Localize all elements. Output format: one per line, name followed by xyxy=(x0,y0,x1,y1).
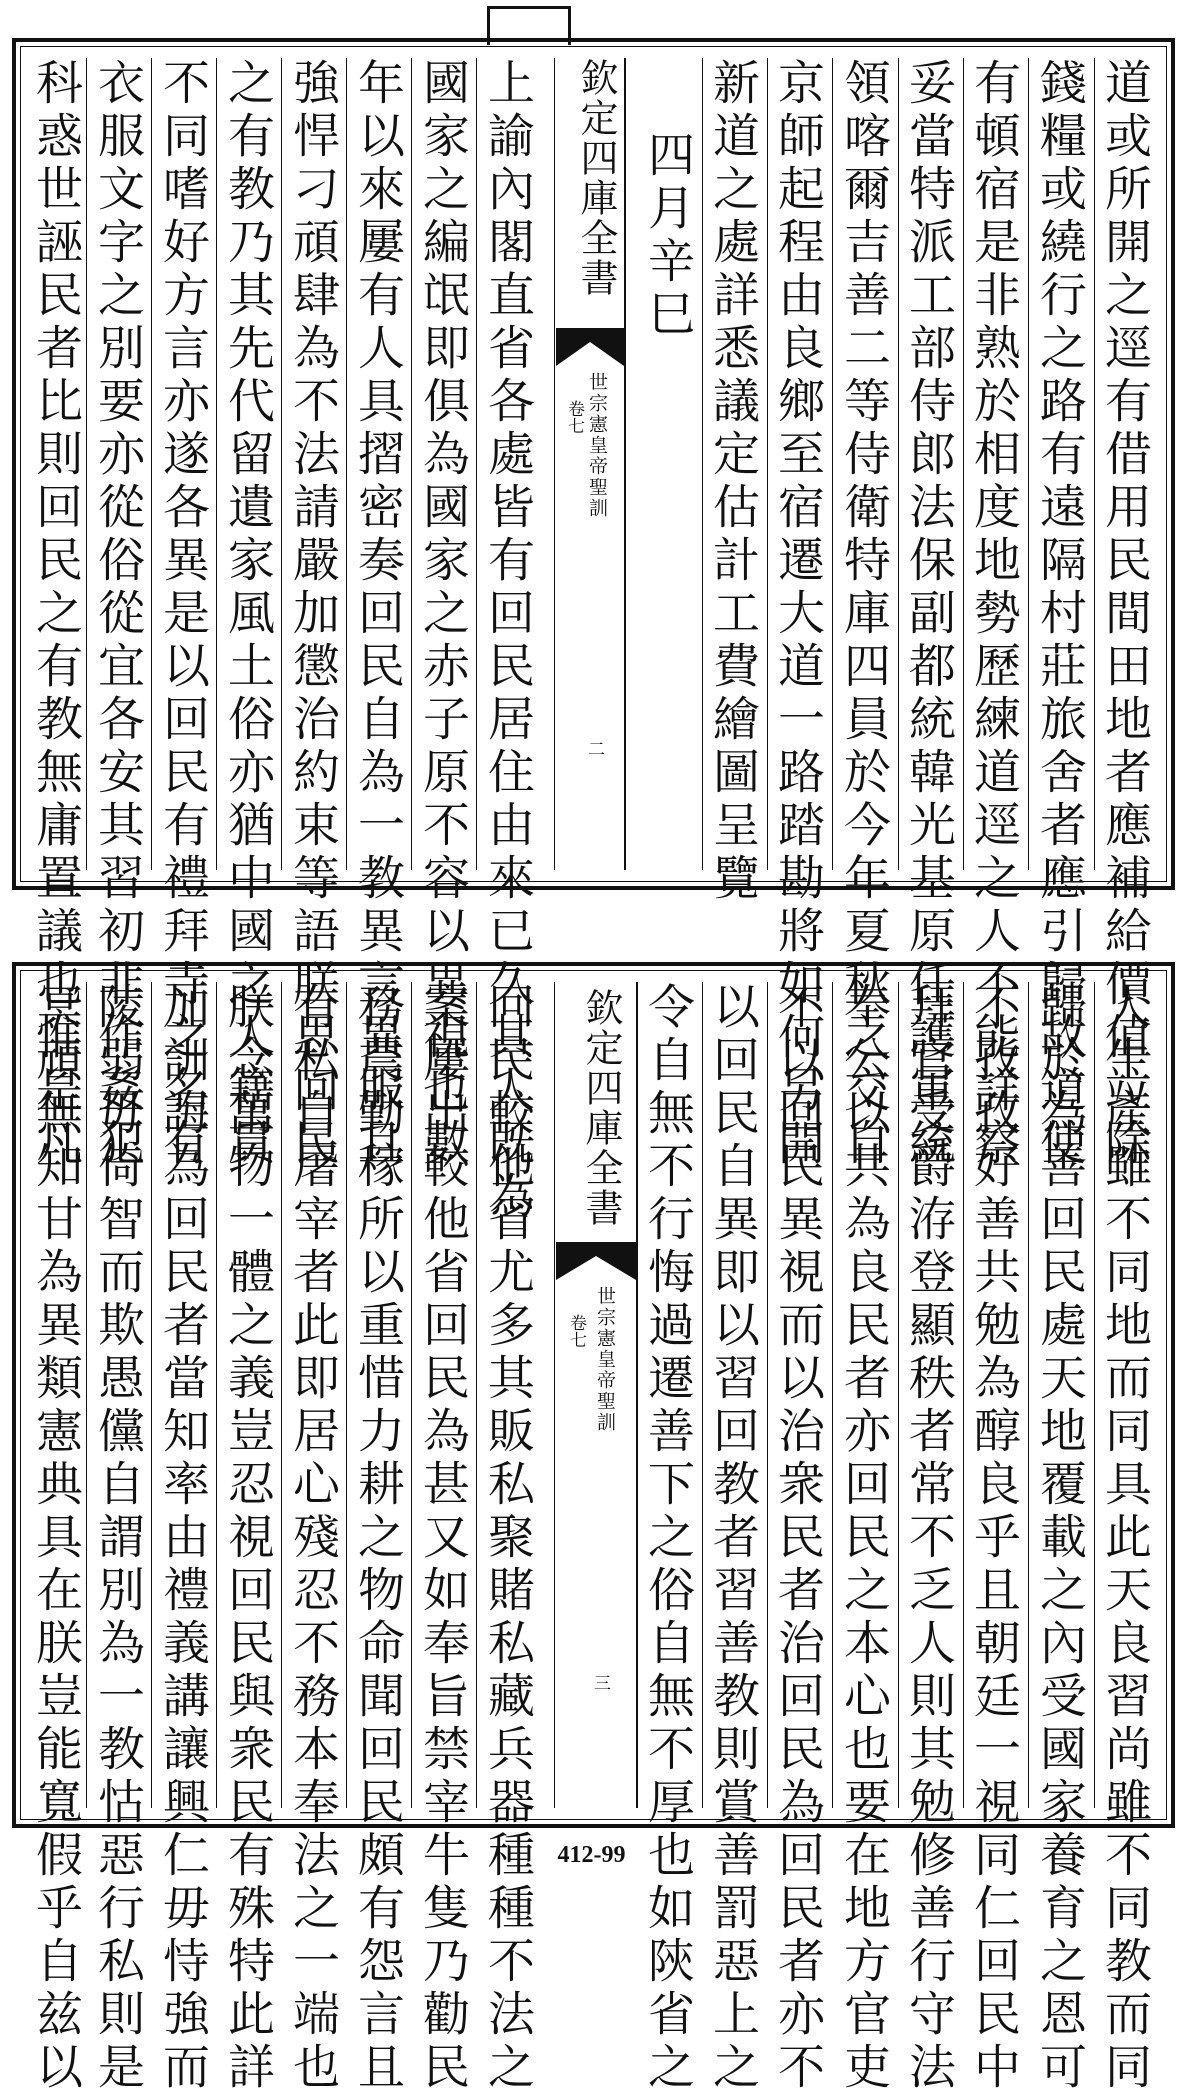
book-name: 世宗憲皇帝聖訓 xyxy=(586,372,608,519)
column-rule xyxy=(702,58,703,870)
column-rule xyxy=(86,982,87,1808)
date-heading: 四月辛巳 xyxy=(640,130,695,342)
text-column: 陵弱毋倚智而欺愚儻自謂別為一教怙惡行私則是 xyxy=(90,982,145,2095)
gutter-rule xyxy=(554,982,555,1808)
text-column: 不以回民異視而以治衆民者治回民為回民者亦不 xyxy=(770,982,825,2095)
column-rule xyxy=(832,982,833,1808)
text-column: 令自無不行悔過遷善下之俗自無不厚也如陝省之 xyxy=(640,982,695,2095)
column-rule xyxy=(346,982,347,1808)
text-column: 不孜孜好善共勉為醇良乎且朝廷一視同仁回民中 xyxy=(966,982,1021,2095)
text-column: 妥當特派工部侍郎法保副都統韓光基原任護軍統 xyxy=(901,58,956,1171)
column-rule xyxy=(476,58,477,870)
text-column: 新道之處詳悉議定估計工費繪圖呈覽 xyxy=(705,58,760,906)
gutter-rule xyxy=(636,982,638,1808)
leaf-number: 三 xyxy=(590,1674,610,1691)
column-rule xyxy=(216,58,217,870)
column-rule xyxy=(702,982,703,1808)
column-rule xyxy=(151,58,152,870)
text-column: 拜官受爵洊登顯秩者常不乏人則其勉修善行守法 xyxy=(901,982,956,2095)
column-rule xyxy=(281,58,282,870)
text-column: 年以來屢有人具摺密奏回民自為一教異言異服且 xyxy=(350,58,405,1171)
text-column: 朕念萬物一體之義豈忍視回民與衆民有殊特此詳 xyxy=(220,982,275,2095)
text-column: 加訓誨為回民者當知率由禮義講讓興仁毋恃強而 xyxy=(155,982,210,2095)
text-column: 道或所開之逕有借用民間田地者應補給價值竝除 xyxy=(1097,58,1152,1171)
text-column: 有頓宿是非熟於相度地勢歷練道逕之人不能詳察 xyxy=(966,58,1021,1171)
column-rule xyxy=(767,58,768,870)
column-rule xyxy=(476,982,477,1808)
column-rule xyxy=(1094,58,1095,870)
leaf-number: 二 xyxy=(584,740,604,757)
column-rule xyxy=(411,58,412,870)
volume-label: 卷七 xyxy=(564,400,584,434)
column-rule xyxy=(216,982,217,1808)
text-column: 京師起程由良鄉至宿遷大道一路踏勘將如何另開 xyxy=(770,58,825,1171)
text-column: 不同嗜好方言亦遂各異是以回民有禮拜寺之名有 xyxy=(155,58,210,1171)
text-column: 務農勤稼所以重惜力耕之物命聞回民頗有怨言且 xyxy=(350,982,405,2095)
text-column: 有私自屠宰者此即居心殘忍不務本奉法之一端也 xyxy=(285,982,340,2095)
text-column: 強悍刁頑肆為不法請嚴加懲治約束等語朕思回民 xyxy=(285,58,340,1171)
top-text-block xyxy=(24,50,1163,1224)
column-rule xyxy=(411,982,412,1808)
book-title: 欽定四庫全書 xyxy=(574,58,618,298)
text-column: 人生產雖不同地而同具此天良習尚雖不同教而同 xyxy=(1097,982,1152,2095)
text-column: 回民較他省尤多其販私聚賭私藏兵器種種不法之 xyxy=(480,982,535,2095)
column-rule xyxy=(1028,58,1029,870)
column-rule xyxy=(1028,982,1029,1808)
top-page-frame xyxy=(12,38,1175,1224)
text-column: 以回民自異即以習回教者習善教則賞善罰惡上之 xyxy=(705,982,760,2095)
column-rule xyxy=(898,58,899,870)
text-column: 歸於為善回民處天地覆載之內受國家養育之恩可 xyxy=(1032,982,1087,2095)
page-number: 412-99 xyxy=(557,1842,626,1868)
text-column: 領喀爾吉善二等侍衛特庫四員於今年夏秋之交自 xyxy=(836,58,891,1171)
column-rule xyxy=(963,982,964,1808)
column-rule xyxy=(151,982,152,1808)
volume-label: 卷七 xyxy=(566,1314,586,1348)
gutter-rule xyxy=(624,58,626,870)
text-column: 國家之編氓即俱為國家之赤子原不容以異視也數 xyxy=(415,58,470,1171)
column-rule xyxy=(1094,982,1095,1808)
text-column: 奉公以共為良民者亦回民之本心也要在地方官吏 xyxy=(836,982,891,2095)
column-rule xyxy=(281,982,282,1808)
column-rule xyxy=(86,58,87,870)
column-rule xyxy=(963,58,964,870)
text-column: 上諭內閣直省各處皆有回民居住由來已久其人既為 xyxy=(480,58,535,1224)
gutter-rule xyxy=(554,58,555,870)
book-title: 欽定四庫全書 xyxy=(579,988,623,1228)
text-column: 科惑世誣民者比則回民之有教無庸置議也惟是凡 xyxy=(28,58,83,1171)
text-column: 冥頑無知甘為異類憲典具在朕豈能寬假乎自兹以 xyxy=(28,982,83,2095)
text-column: 案屢出較他省回民為甚又如奉旨禁宰牛隻乃勸民 xyxy=(415,982,470,2095)
fishtail-mark xyxy=(556,328,624,368)
column-rule xyxy=(898,982,899,1808)
book-name: 世宗憲皇帝聖訓 xyxy=(594,1286,616,1433)
column-rule xyxy=(767,982,768,1808)
text-column: 錢糧或繞行之路有遠隔村莊旅舍者應引歸故道使 xyxy=(1032,58,1087,1171)
text-column: 衣服文字之別要亦從俗從宜各安其習初非作姦犯 xyxy=(90,58,145,1171)
column-rule xyxy=(832,58,833,870)
fishtail-mark xyxy=(556,1242,636,1282)
column-rule xyxy=(346,58,347,870)
text-column: 之有教乃其先代留遺家風土俗亦猶中國之人籍貫 xyxy=(220,58,275,1171)
